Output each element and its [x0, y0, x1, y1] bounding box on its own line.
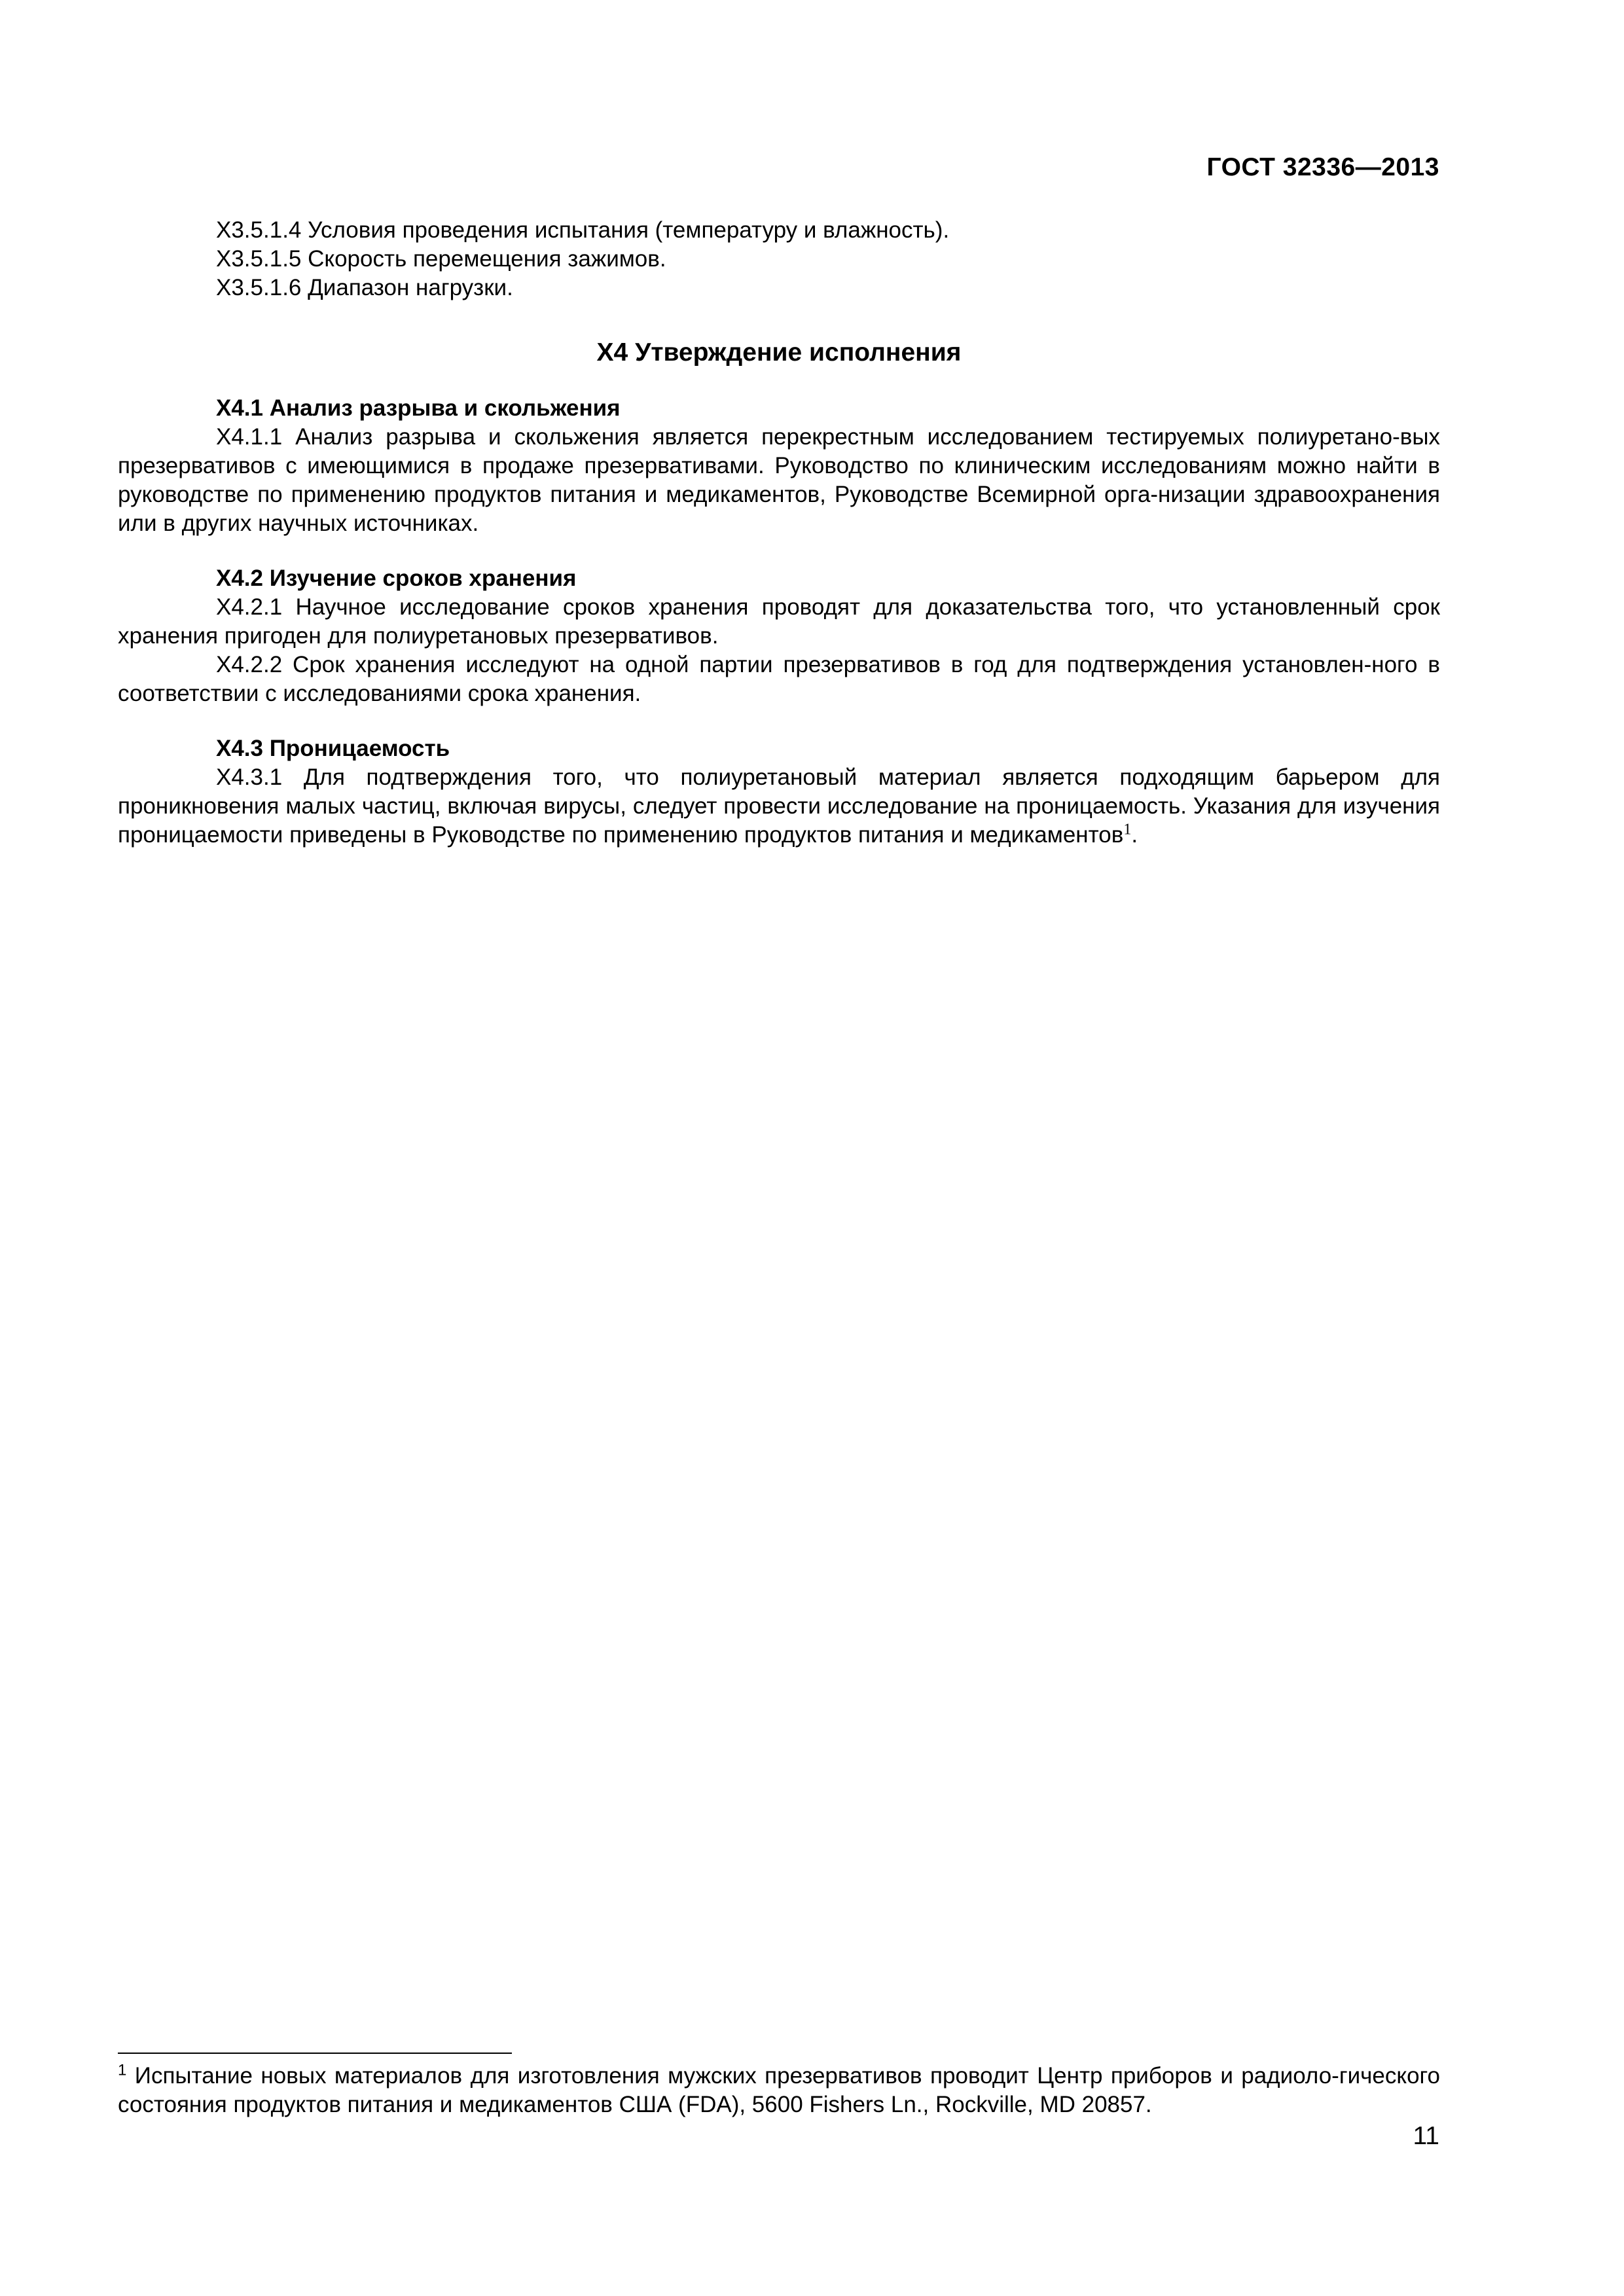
- clause-x3-5-1-4: X3.5.1.4 Условия проведения испытания (температуру и влажность).: [216, 217, 950, 243]
- clause-x4-2-2: X4.2.2 Срок хранения исследуют на одной партии презервативов в год для подтверждения установлен-ного в соответствии с исследованиями срока хранения.: [118, 652, 1440, 706]
- section-x4-title: X4 Утверждение исполнения: [596, 338, 962, 367]
- subsection-x4-3: [118, 734, 1440, 850]
- subsection-x4-3-title: X4.3 Проницаемость: [216, 736, 450, 761]
- main-content: [118, 216, 1440, 876]
- clause-x4-2-1: X4.2.1 Научное исследование сроков хранения проводят для доказательства того, что установленный срок хранения пригоден для полиуретановых презервативов.: [118, 594, 1440, 649]
- clause-x3-5-1-6: X3.5.1.6 Диапазон нагрузки.: [216, 275, 513, 300]
- footnote-reference: 1: [1123, 821, 1132, 838]
- footnote-mark: 1: [118, 2061, 127, 2079]
- clause-x4-1-1: X4.1.1 Анализ разрыва и скольжения является перекрестным исследованием тестируемых полиуретано-вых презервативов с имеющимися в продаже презервативами. Руководство по клиническим исследованиям можно найти в руководстве по применению продуктов питания и медикаментов, Руководстве Всемирной орга-низации здравоохранения или в других научных источниках.: [118, 424, 1440, 536]
- clause-x4-3-1: [118, 763, 1440, 850]
- page-number: 11: [1413, 2122, 1439, 2150]
- footnote: [118, 2062, 1440, 2119]
- subsection-x4-1-title: X4.1 Анализ разрыва и скольжения: [216, 395, 621, 421]
- clause-x4-3-1-end: .: [1131, 822, 1138, 848]
- clause-x3-5-1-5: X3.5.1.5 Скорость перемещения зажимов.: [216, 246, 666, 272]
- standard-designation: ГОСТ 32336—2013: [1206, 153, 1439, 181]
- footnote-text: Испытание новых материалов для изготовления мужских презервативов проводит Центр приборов и радиоло-гического состояния продуктов питания и медикаментов США (FDA), 5600 Fishers Ln., Rockville, MD 20857.: [118, 2063, 1440, 2117]
- subsection-x4-2-title: X4.2 Изучение сроков хранения: [216, 565, 577, 591]
- subsection-x4-1: [118, 394, 1440, 538]
- footnote-separator: [118, 2053, 512, 2054]
- clause-x4-3-1-text: X4.3.1 Для подтверждения того, что полиуретановый материал является подходящим барьером для проникновения малых частиц, включая вирусы, следует провести исследование на проницаемость. Указания для изучения проницаемости приведены в Руководстве по применению продуктов питания и медикаментов: [118, 764, 1440, 848]
- subsection-x4-2: [118, 564, 1440, 708]
